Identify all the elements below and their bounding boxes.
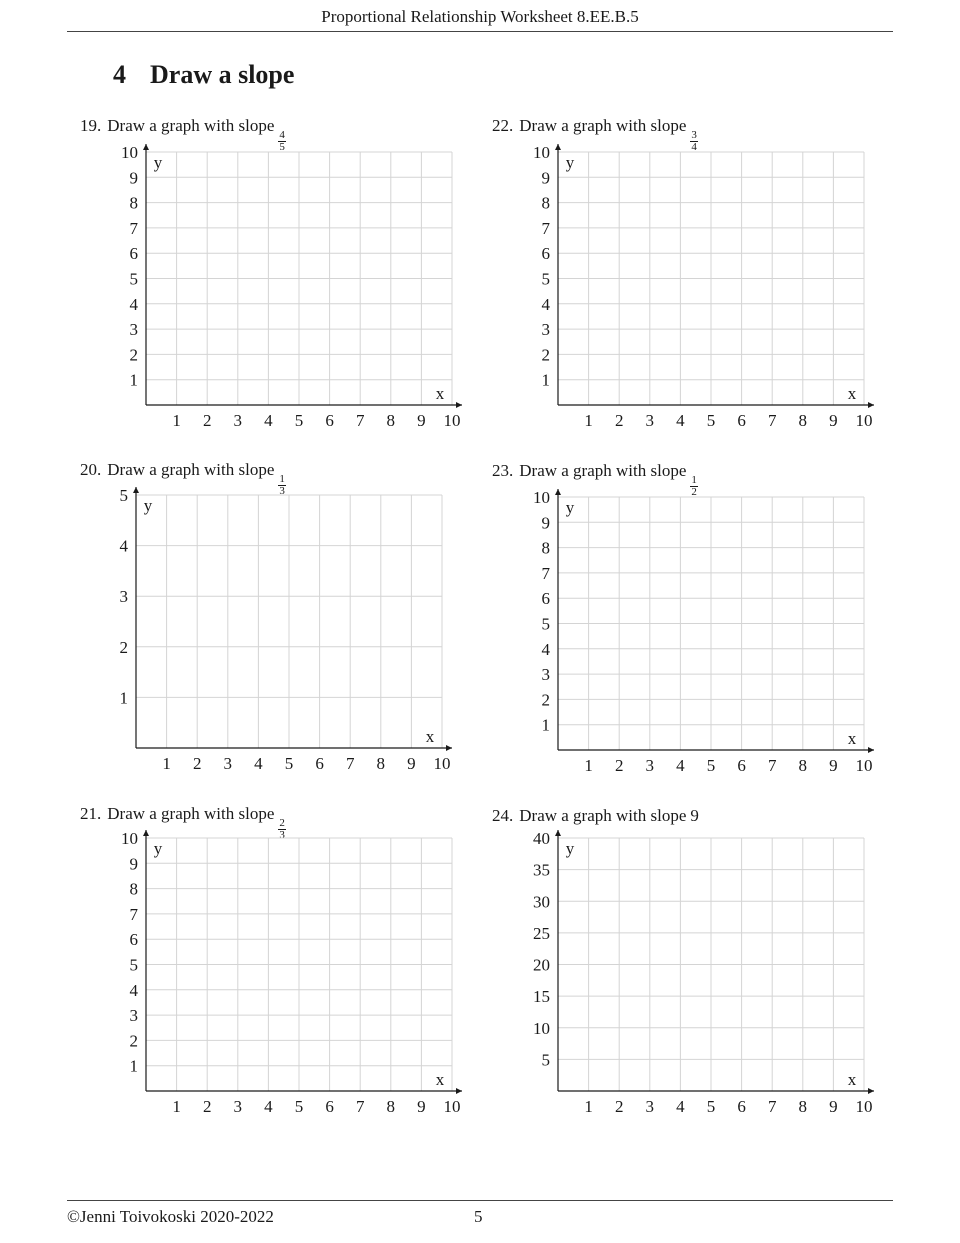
- y-tick-label: 8: [129, 879, 138, 899]
- running-head: Proportional Relationship Worksheet 8.EE.B.5: [321, 7, 639, 26]
- y-tick-label: 10: [533, 143, 550, 162]
- problem-number: 24.: [492, 806, 514, 825]
- x-tick-label: 2: [192, 754, 202, 773]
- y-tick-label: 8: [541, 193, 550, 213]
- y-axis-arrow: [555, 830, 561, 836]
- y-tick-label: 1: [129, 370, 138, 390]
- x-tick-label: 4: [264, 1097, 273, 1116]
- x-tick-label: 8: [386, 411, 396, 430]
- slope-numerator: 1: [691, 474, 697, 486]
- x-tick-label: 2: [614, 756, 624, 775]
- slope-denominator: 2: [691, 486, 697, 498]
- x-tick-label: 10: [443, 411, 461, 430]
- problem-text: Draw a graph with slope: [519, 461, 687, 480]
- slope-numerator: 4: [279, 129, 285, 141]
- x-tick-label: 3: [233, 1097, 243, 1116]
- y-tick-label: 5: [119, 486, 128, 505]
- x-tick-label: 4: [676, 411, 685, 430]
- x-axis-label: x: [425, 727, 435, 746]
- x-axis-label: x: [435, 1070, 445, 1089]
- y-tick-label: 1: [541, 370, 550, 390]
- y-tick-label: 6: [129, 930, 138, 950]
- x-tick-label: 5: [706, 411, 716, 430]
- y-tick-label: 2: [129, 1031, 138, 1051]
- y-tick-label: 5: [541, 1050, 550, 1070]
- x-tick-label: 1: [584, 1097, 593, 1116]
- y-tick-label: 2: [129, 345, 138, 365]
- x-tick-label: 3: [645, 1097, 655, 1116]
- problem-text: Draw a graph with slope: [107, 116, 275, 135]
- problem-number: 22.: [492, 116, 514, 135]
- footer-rule: [67, 1200, 893, 1201]
- x-tick-label: 5: [706, 756, 716, 775]
- x-tick-label: 8: [798, 1097, 808, 1116]
- x-tick-label: 3: [233, 411, 243, 430]
- y-tick-label: 1: [541, 715, 550, 735]
- section-heading: Draw a slope: [150, 60, 295, 89]
- page-number: 5: [474, 1207, 483, 1226]
- x-tick-label: 6: [737, 756, 746, 775]
- slope-numerator: 1: [279, 473, 285, 485]
- x-tick-label: 9: [417, 1097, 426, 1116]
- y-tick-label: 7: [129, 904, 138, 924]
- y-tick-label: 4: [541, 639, 550, 659]
- x-tick-label: 10: [433, 754, 451, 773]
- section-number: 4: [113, 60, 126, 89]
- y-axis-label: y: [565, 498, 575, 517]
- x-tick-label: 9: [407, 754, 416, 773]
- x-tick-label: 3: [645, 756, 655, 775]
- x-tick-label: 8: [798, 756, 808, 775]
- x-tick-label: 3: [645, 411, 655, 430]
- y-tick-label: 4: [541, 294, 550, 314]
- x-tick-label: 7: [767, 1097, 777, 1116]
- x-tick-label: 1: [172, 411, 181, 430]
- y-tick-label: 3: [119, 587, 128, 607]
- x-tick-label: 6: [325, 411, 334, 430]
- slope-denominator: 5: [279, 141, 285, 153]
- problem-number: 19.: [80, 116, 102, 135]
- y-tick-label: 10: [533, 1018, 550, 1038]
- y-tick-label: 4: [129, 980, 138, 1000]
- x-tick-label: 1: [162, 754, 171, 773]
- x-tick-label: 9: [829, 411, 838, 430]
- y-tick-label: 2: [119, 637, 128, 657]
- x-tick-label: 9: [829, 756, 838, 775]
- y-tick-label: 30: [533, 892, 550, 912]
- y-tick-label: 7: [541, 218, 550, 238]
- y-tick-label: 10: [121, 143, 138, 162]
- x-tick-label: 2: [202, 411, 212, 430]
- x-tick-label: 2: [614, 411, 624, 430]
- x-tick-label: 8: [376, 754, 386, 773]
- y-tick-label: 5: [541, 614, 550, 634]
- y-tick-label: 6: [541, 589, 550, 609]
- problem-number: 23.: [492, 461, 514, 480]
- slope-denominator: 4: [691, 141, 697, 153]
- y-tick-label: 3: [129, 1006, 138, 1026]
- x-tick-label: 10: [855, 411, 873, 430]
- x-tick-label: 3: [223, 754, 233, 773]
- slope-numerator: 2: [279, 817, 285, 829]
- y-tick-label: 10: [121, 829, 138, 848]
- y-axis-label: y: [565, 153, 575, 172]
- x-tick-label: 4: [676, 756, 685, 775]
- x-tick-label: 7: [767, 411, 777, 430]
- x-tick-label: 8: [798, 411, 808, 430]
- y-tick-label: 5: [541, 269, 550, 289]
- y-tick-label: 35: [533, 860, 550, 880]
- x-tick-label: 8: [386, 1097, 396, 1116]
- x-tick-label: 10: [443, 1097, 461, 1116]
- y-tick-label: 1: [119, 688, 128, 708]
- x-tick-label: 1: [172, 1097, 181, 1116]
- x-tick-label: 6: [315, 754, 324, 773]
- y-tick-label: 7: [541, 563, 550, 583]
- x-tick-label: 1: [584, 756, 593, 775]
- x-tick-label: 5: [294, 1097, 304, 1116]
- y-tick-label: 3: [541, 665, 550, 685]
- y-tick-label: 40: [533, 829, 550, 848]
- problem-text: Draw a graph with slope: [107, 460, 275, 479]
- x-tick-label: 10: [855, 756, 873, 775]
- x-tick-label: 9: [829, 1097, 838, 1116]
- problem-number: 21.: [80, 804, 102, 823]
- y-axis-label: y: [153, 153, 163, 172]
- y-tick-label: 6: [129, 244, 138, 264]
- x-tick-label: 4: [254, 754, 263, 773]
- x-tick-label: 9: [417, 411, 426, 430]
- x-axis-label: x: [847, 1070, 857, 1089]
- y-axis-label: y: [153, 839, 163, 858]
- y-tick-label: 4: [129, 294, 138, 314]
- y-tick-label: 1: [129, 1056, 138, 1076]
- y-tick-label: 20: [533, 955, 550, 975]
- y-tick-label: 8: [541, 538, 550, 558]
- y-tick-label: 7: [129, 218, 138, 238]
- x-axis-label: x: [847, 384, 857, 403]
- x-axis-arrow: [868, 1088, 874, 1094]
- problem-text: Draw a graph with slope: [519, 806, 687, 825]
- x-tick-label: 5: [706, 1097, 716, 1116]
- x-tick-label: 5: [294, 411, 304, 430]
- y-tick-label: 10: [533, 488, 550, 507]
- y-axis-label: y: [565, 839, 575, 858]
- y-tick-label: 5: [129, 269, 138, 289]
- x-tick-label: 10: [855, 1097, 873, 1116]
- slope-whole: 9: [690, 806, 699, 825]
- x-tick-label: 7: [355, 411, 365, 430]
- x-tick-label: 7: [355, 1097, 365, 1116]
- y-tick-label: 9: [541, 513, 550, 533]
- y-tick-label: 9: [541, 168, 550, 188]
- y-axis-label: y: [143, 496, 153, 515]
- x-tick-label: 4: [264, 411, 273, 430]
- x-tick-label: 6: [325, 1097, 334, 1116]
- footer-copyright: ©Jenni Toivokoski 2020-2022: [67, 1207, 274, 1226]
- x-tick-label: 2: [202, 1097, 212, 1116]
- y-tick-label: 9: [129, 168, 138, 188]
- y-tick-label: 5: [129, 955, 138, 975]
- x-tick-label: 6: [737, 411, 746, 430]
- x-tick-label: 7: [345, 754, 355, 773]
- slope-denominator: 3: [279, 829, 285, 841]
- x-tick-label: 5: [284, 754, 294, 773]
- x-axis-label: x: [435, 384, 445, 403]
- x-tick-label: 7: [767, 756, 777, 775]
- y-tick-label: 9: [129, 854, 138, 874]
- slope-denominator: 3: [279, 485, 285, 497]
- y-tick-label: 2: [541, 690, 550, 710]
- y-tick-label: 2: [541, 345, 550, 365]
- y-tick-label: 4: [119, 536, 128, 556]
- y-tick-label: 6: [541, 244, 550, 264]
- slope-numerator: 3: [691, 129, 697, 141]
- x-tick-label: 2: [614, 1097, 624, 1116]
- x-tick-label: 1: [584, 411, 593, 430]
- y-tick-label: 8: [129, 193, 138, 213]
- problem-number: 20.: [80, 460, 102, 479]
- problem-text: Draw a graph with slope: [107, 804, 275, 823]
- y-tick-label: 3: [541, 320, 550, 340]
- x-tick-label: 4: [676, 1097, 685, 1116]
- problem-text: Draw a graph with slope: [519, 116, 687, 135]
- y-tick-label: 3: [129, 320, 138, 340]
- x-axis-label: x: [847, 729, 857, 748]
- x-tick-label: 6: [737, 1097, 746, 1116]
- y-tick-label: 25: [533, 923, 550, 943]
- y-tick-label: 15: [533, 987, 550, 1007]
